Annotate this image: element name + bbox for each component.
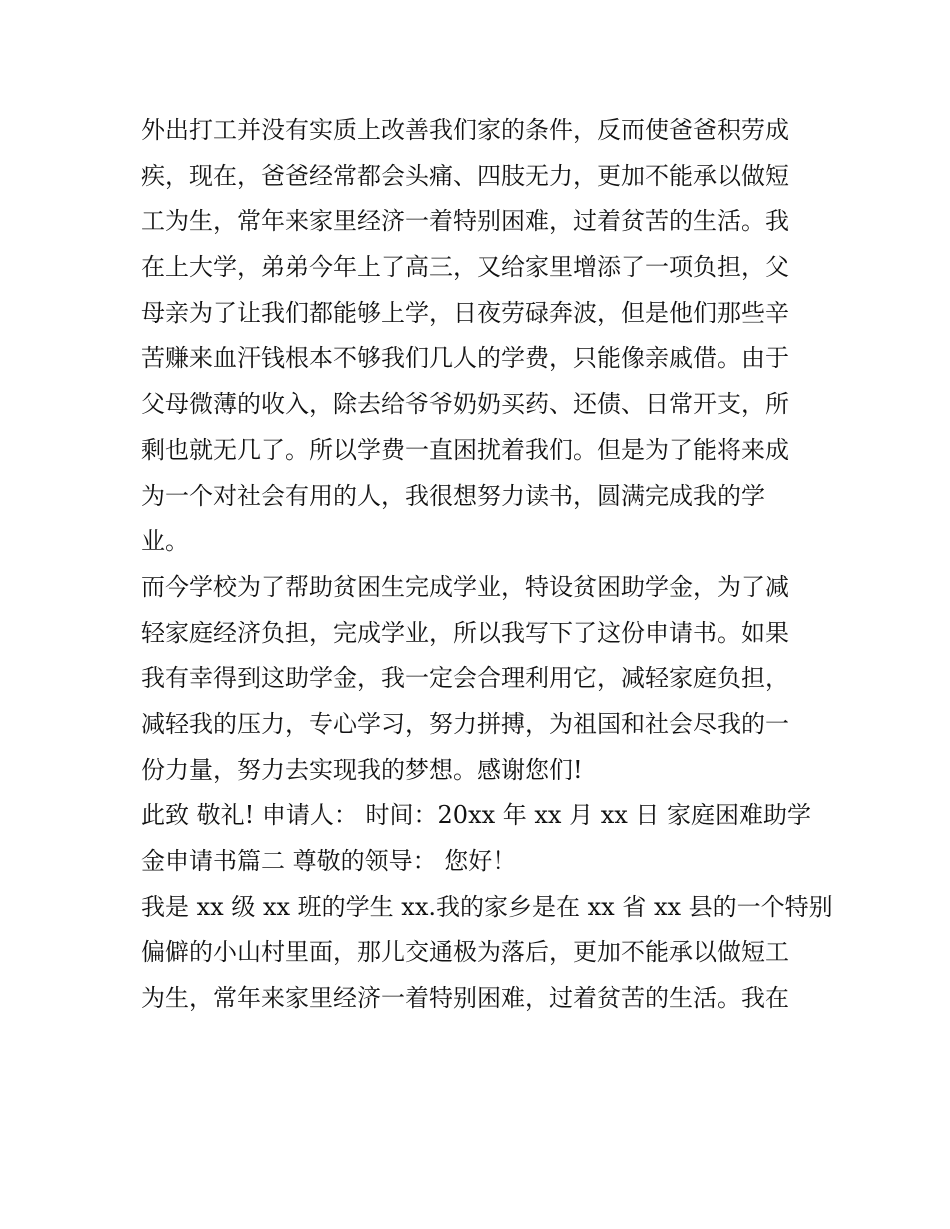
document-body [141, 108, 833, 1022]
text-line: 减轻我的压力，专心学习，努力拼搏，为祖国和社会尽我的一 [141, 709, 789, 738]
text-line: 我有幸得到这助学金，我一定会合理利用它，减轻家庭负担， [141, 664, 789, 693]
text-line: 工为生，常年来家里经济一着特别困难，过着贫苦的生活。我 [141, 207, 789, 236]
text-line: 份力量，努力去实现我的梦想。感谢您们! [141, 755, 583, 784]
text-line: 为生，常年来家里经济一着特别困难，过着贫苦的生活。我在 [141, 984, 789, 1013]
text-line: 此致 敬礼! 申请人： 时间：20xx 年 xx 月 xx 日 家庭困难助学 [141, 801, 812, 830]
text-line: 母亲为了让我们都能够上学，日夜劳碌奔波，但是他们那些辛 [141, 298, 789, 327]
text-line: 疾，现在，爸爸经常都会头痛、四肢无力，更加不能承以做短 [141, 161, 789, 190]
text-line: 我是 xx 级 xx 班的学生 xx.我的家乡是在 xx 省 xx 县的一个特别 [141, 892, 833, 921]
text-line: 而今学校为了帮助贫困生完成学业，特设贫困助学金，为了减 [141, 572, 789, 601]
text-line: 偏僻的小山村里面，那儿交通极为落后，更加不能承以做短工 [141, 938, 789, 967]
text-line: 苦赚来血汗钱根本不够我们几人的学费，只能像亲戚借。由于 [141, 344, 789, 373]
text-line: 在上大学，弟弟今年上了高三，又给家里增添了一项负担，父 [141, 253, 789, 282]
text-line: 外出打工并没有实质上改善我们家的条件，反而使爸爸积劳成 [141, 116, 789, 144]
text-line: 轻家庭经济负担，完成学业，所以我写下了这份申请书。如果 [141, 618, 789, 647]
text-line: 业。 [141, 527, 189, 556]
text-line: 为一个对社会有用的人，我很想努力读书，圆满完成我的学 [141, 481, 765, 510]
text-line: 剩也就无几了。所以学费一直困扰着我们。但是为了能将来成 [141, 435, 789, 464]
text-line: 金申请书篇二 尊敬的领导： 您好！ [141, 847, 517, 875]
text-line: 父母微薄的收入，除去给爷爷奶奶买药、还债、日常开支，所 [141, 390, 789, 419]
